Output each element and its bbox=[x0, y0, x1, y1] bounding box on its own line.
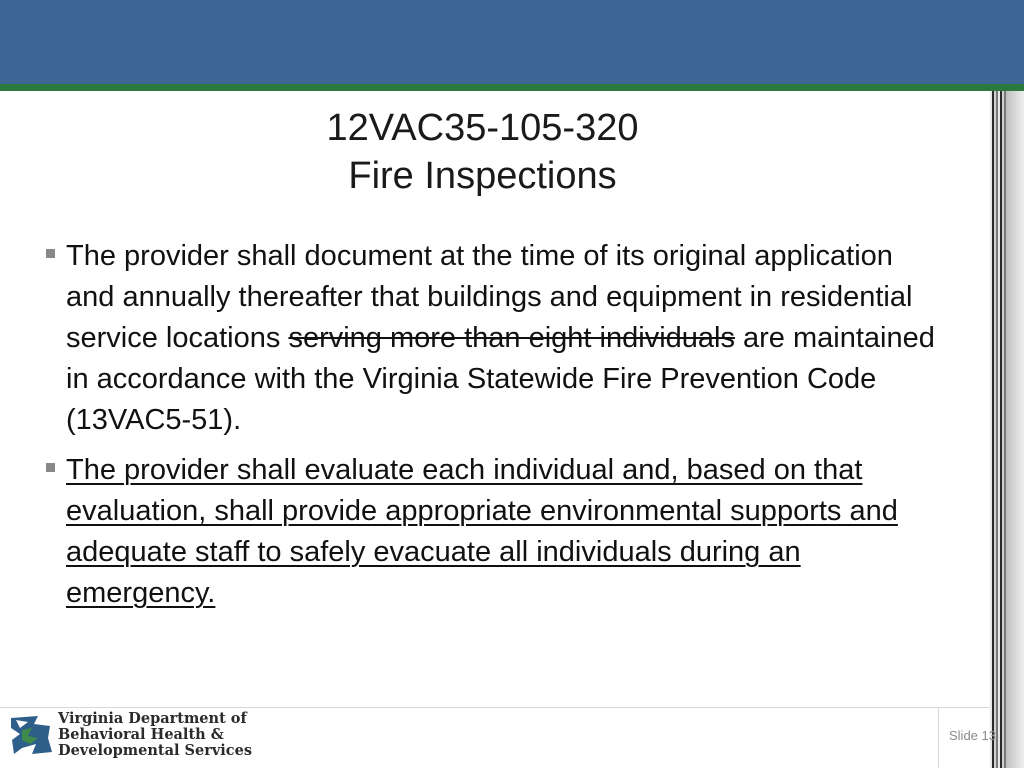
footer-vertical-divider bbox=[938, 708, 939, 768]
org-name-line-2: Behavioral Health & bbox=[58, 726, 224, 743]
header-accent-line bbox=[0, 84, 1024, 91]
right-edge-shade bbox=[1006, 91, 1024, 768]
dbhds-logo-icon bbox=[8, 712, 54, 758]
org-name-line-3: Developmental Services bbox=[58, 742, 253, 759]
slide-number: Slide 13 bbox=[949, 728, 996, 743]
bullet-1-struck-text: serving more than eight individuals bbox=[288, 322, 735, 354]
bullet-1-text-after: are maintained in accordance with the Virginia Statewide Fire Prevention Code (13VAC5-51). bbox=[66, 322, 935, 436]
bullet-item-1 bbox=[44, 236, 944, 441]
slide-body bbox=[44, 236, 944, 623]
square-bullet-icon bbox=[46, 463, 55, 472]
organization-name bbox=[58, 711, 252, 759]
square-bullet-icon bbox=[46, 249, 55, 258]
bullet-item-2 bbox=[44, 450, 944, 614]
header-bar bbox=[0, 0, 1024, 84]
bullet-2-underlined-text: The provider shall evaluate each individual and, based on that evaluation, shall provide appropriate environmental supports and adequate staff to safely evacuate all individuals during an emergency. bbox=[66, 454, 898, 609]
bullet-1-text: The provider shall document at the time of its original application and annually thereafter that buildings and equipment in residential service locations bbox=[66, 240, 913, 354]
slide-title bbox=[150, 104, 815, 200]
title-line-2: Fire Inspections bbox=[348, 155, 617, 197]
title-line-1: 12VAC35-105-320 bbox=[326, 107, 639, 149]
footer-divider-line bbox=[0, 707, 990, 708]
org-name-line-1: Virginia Department of bbox=[58, 710, 247, 727]
